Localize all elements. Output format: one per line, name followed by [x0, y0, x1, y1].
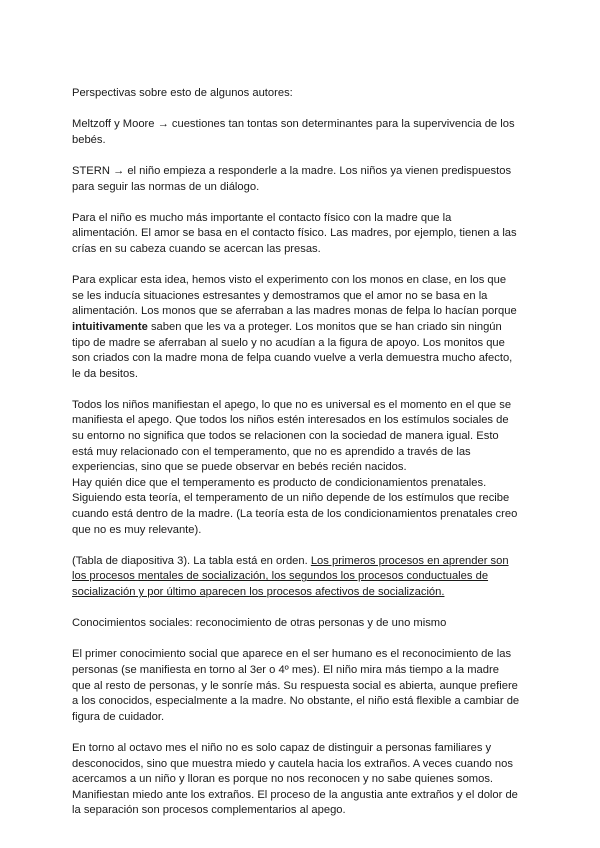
paragraph-octavo: En torno al octavo mes el niño no es solo capaz de distinguir a personas familiares y desconocidos, sino que muestra miedo y cautela hacia los extraños. A veces cuando nos acercamos a un niño y lloran es porque no nos reconocen y no sabe quienes somos. Manifiestan miedo ante los extraños. El proceso de la angustia ante extraños y el dolor de la separación son procesos complementarios al apego.	[72, 741, 518, 817]
paragraph-monos	[72, 273, 520, 382]
paragraph-stern: STERN → el niño empieza a responderle a la madre. Los niños ya vienen predispuestos para seguir las normas de un diálogo.	[72, 164, 512, 193]
heading: Perspectivas sobre esto de algunos autores:	[72, 87, 293, 99]
paragraph-monos-part2: saben que les va a proteger. Los monitos que se han criado sin ningún tipo de madre se aferraban al suelo y no acudían a la figura de apoyo. Los monitos que son criados con la madre mona de felpa cuando vuelve a verla demuestra mucho afecto, le da besitos.	[72, 320, 513, 380]
document-page	[72, 86, 520, 819]
paragraph-monos-part1: Para explicar esta idea, hemos visto el experimento con los monos en clase, en los que se les inducía situaciones estresantes y demostramos que el amor no se basa en la alimentación. Los monos que se aferraban a las madres monas de felpa lo hacían porque	[72, 274, 517, 318]
paragraph-tabla-plain: (Tabla de diapositiva 3). La tabla está en orden.	[72, 554, 311, 567]
paragraph-tabla-underlined: Los primeros procesos en aprender son los procesos mentales de socialización, los segundos los procesos conductuales de socialización y por último aparecen los procesos afectivos de socialización.	[72, 554, 509, 598]
paragraph-primer: El primer conocimiento social que aparece en el ser humano es el reconocimiento de las personas (se manifiesta en torno al 3er o 4º mes). El niño mira más tiempo a la madre que al resto de personas, y le sonríe más. Su respuesta social es abierta, aunque prefiere a los conocidos, especialmente a la madre. No obstante, el niño está flexible a cambiar de figura de cuidador.	[72, 648, 520, 723]
paragraph-meltzoff: Meltzoff y Moore → cuestiones tan tontas son determinantes para la supervivencia de los bebés.	[72, 118, 515, 146]
section-title: Conocimientos sociales: reconocimiento de otras personas y de uno mismo	[72, 617, 447, 630]
paragraph-siguiendo: Siguiendo esta teoría, el temperamento de un niño depende de los estímulos que recibe cuando está dentro de la madre. (La teoría esta de los condicionamientos prenatales creo que no es muy relevante).	[72, 492, 518, 536]
paragraph-hay: Hay quién dice que el temperamento es producto de condicionamientos prenatales.	[72, 476, 487, 489]
paragraph-monos-bold: intuitivamente	[72, 320, 148, 333]
paragraph-contacto: Para el niño es mucho más importante el contacto físico con la madre que la alimentación. El amor se basa en el contacto físico. Las madres, por ejemplo, tienen a las crías en su cabeza cuando se acercan las presas.	[72, 211, 517, 255]
paragraph-apego: Todos los niños manifiestan el apego, lo que no es universal es el momento en el que se manifiesta el apego. Que todos los niños estén interesados en los estímulos sociales de su entorno no significa que todos se relacionen con la sociedad de manera igual. Esto está muy relacionado con el temperamento, que no es aprendido a través de las experiencias, sino que se puede observar en bebés recién nacidos.	[72, 398, 512, 474]
paragraph-tabla	[72, 554, 520, 601]
